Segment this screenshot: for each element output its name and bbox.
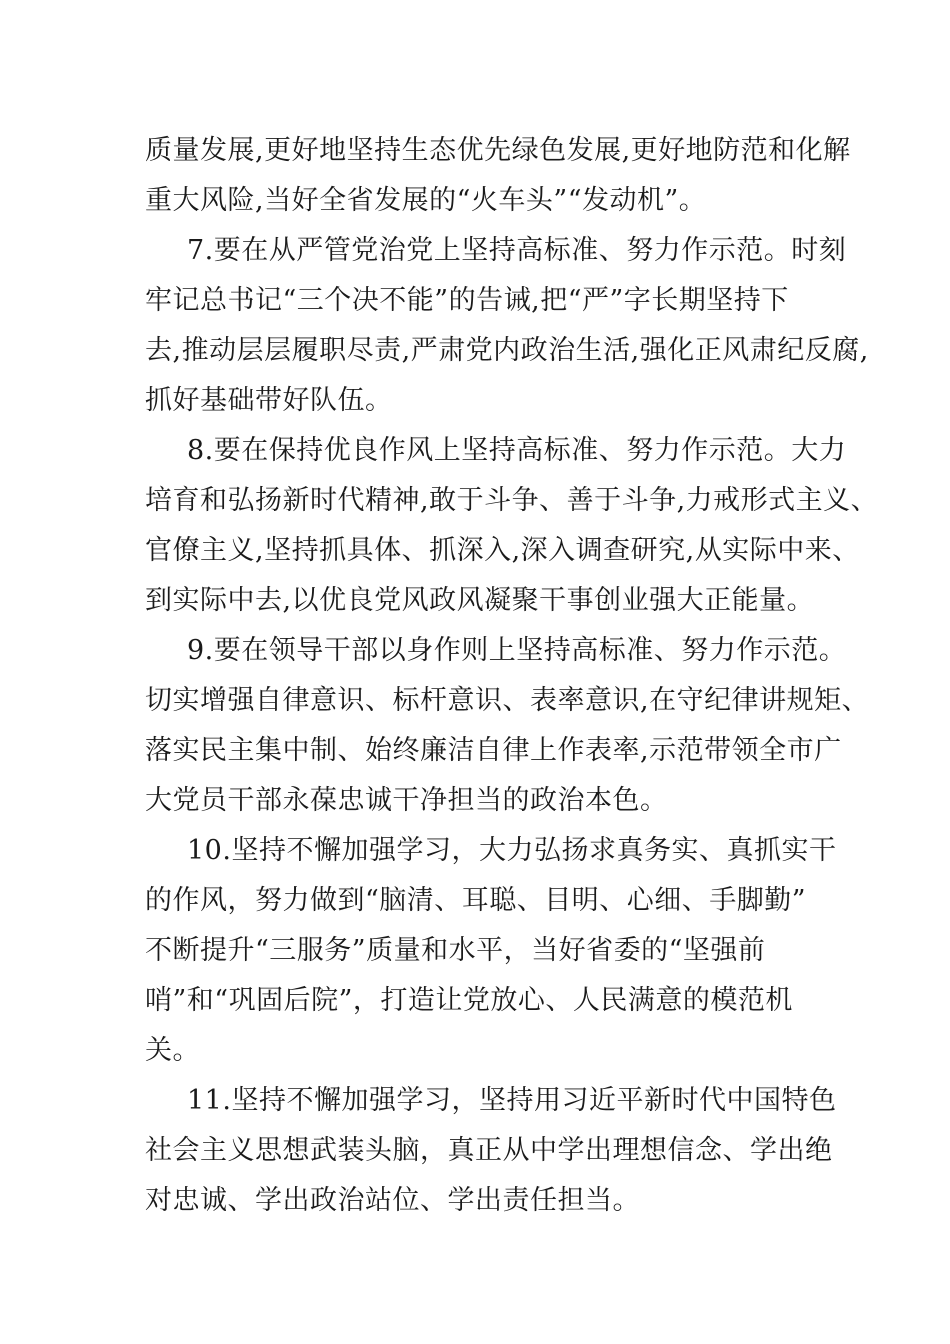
- text-line: 牢记总书记“三个决不能”的告诫,把“严”字长期坚持下: [145, 285, 789, 316]
- text-line: 的作风，努力做到“脑清、耳聪、目明、心细、手脚勤”: [145, 885, 807, 916]
- text-line: 大党员干部永葆忠诚干净担当的政治本色。: [145, 785, 668, 816]
- text-line: 质量发展,更好地坚持生态优先绿色发展,更好地防范和化解: [145, 135, 851, 166]
- text-line: 关。: [145, 1035, 200, 1066]
- paragraph-11-start: 11.坚持不懈加强学习，坚持用习近平新时代中国特色: [187, 1085, 837, 1116]
- text-line: 切实增强自律意识、标杆意识、表率意识,在守纪律讲规矩、: [145, 685, 870, 716]
- text-line: 培育和弘扬新时代精神,敢于斗争、善于斗争,力戒形式主义、: [145, 485, 879, 516]
- text-line: 落实民主集中制、始终廉洁自律上作表率,示范带领全市广: [145, 735, 842, 766]
- paragraph-8-start: 8.要在保持优良作风上坚持高标准、努力作示范。大力: [187, 435, 847, 466]
- text-line: 不断提升“三服务”质量和水平，当好省委的“坚强前: [145, 935, 766, 966]
- paragraph-7-start: 7.要在从严管党治党上坚持高标准、努力作示范。时刻: [187, 235, 847, 266]
- text-line: 社会主义思想武装头脑，真正从中学出理想信念、学出绝: [145, 1135, 833, 1166]
- text-line: 抓好基础带好队伍。: [145, 385, 393, 416]
- text-line: 官僚主义,坚持抓具体、抓深入,深入调查研究,从实际中来、: [145, 535, 860, 566]
- text-line: 哨”和“巩固后院”，打造让党放心、人民满意的模范机: [145, 985, 793, 1016]
- paragraph-10-start: 10.坚持不懈加强学习，大力弘扬求真务实、真抓实干: [187, 835, 837, 866]
- text-line: 重大风险,当好全省发展的“火车头”“发动机”。: [145, 185, 707, 216]
- text-line: 对忠诚、学出政治站位、学出责任担当。: [145, 1185, 640, 1216]
- text-line: 到实际中去,以优良党风政风凝聚干事创业强大正能量。: [145, 585, 815, 616]
- paragraph-9-start: 9.要在领导干部以身作则上坚持高标准、努力作示范。: [187, 635, 847, 666]
- text-line: 去,推动层层履职尽责,严肃党内政治生活,强化正风肃纪反腐,: [145, 335, 869, 366]
